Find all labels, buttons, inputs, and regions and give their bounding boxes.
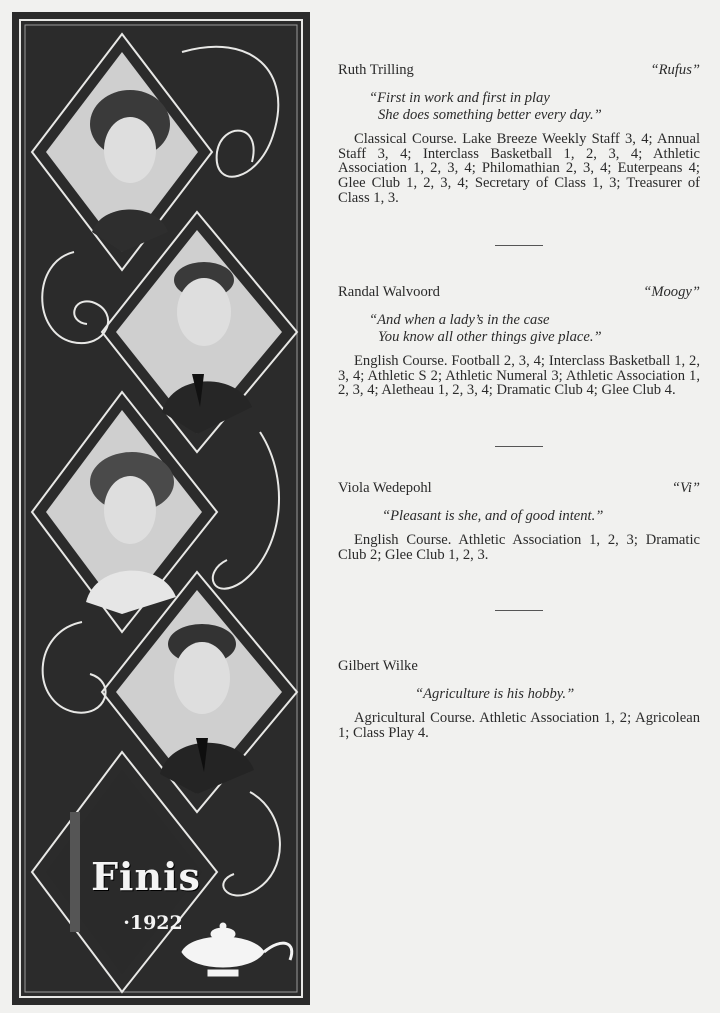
student-quote (338, 686, 700, 703)
student-nickname: “Rufus” (650, 62, 700, 78)
portrait-viola-wedepohl (46, 410, 202, 614)
entry-viola-wedepohl (338, 481, 700, 562)
student-name: Ruth Trilling (338, 62, 414, 78)
student-nickname: “Vi” (671, 480, 700, 496)
portrait-gilbert-wilke (116, 590, 282, 794)
entry-randal-walvoord (338, 285, 700, 398)
student-quote (338, 508, 700, 525)
quote-line: “Agriculture is his hobby.” (415, 686, 575, 702)
quote-line: You know all other things give place.” (378, 329, 602, 345)
student-quote (338, 90, 700, 124)
quote-line: She does something better every day.” (378, 107, 602, 123)
section-divider (495, 610, 543, 611)
student-name: Viola Wedepohl (338, 480, 432, 496)
entry-ruth-trilling (338, 63, 700, 206)
student-name: Randal Walvoord (338, 284, 440, 300)
student-quote (338, 312, 700, 346)
student-record: Classical Course. Lake Breeze Weekly Staff 3, 4; Annual Staff 3, 4; Interclass Basketball 1, 2, 3, 4; Athletic Association 1, 2, 3, 4; Philomathian 2, 3, 4; Euterpeans 4; Glee Club 1, 2, 3, 4; Secretary of Class 1, 3; Treasurer of Class 1, 3. (338, 131, 700, 206)
portrait-randal-walvoord (116, 230, 282, 434)
entry-gilbert-wilke (338, 659, 700, 740)
quote-line: “Pleasant is she, and of good intent.” (382, 508, 604, 524)
section-divider (495, 245, 543, 246)
portrait-ruth-trilling (46, 52, 198, 252)
quote-line: “First in work and first in play (369, 90, 550, 106)
finis-title: Finis (91, 854, 201, 899)
student-nickname: “Moogy” (643, 284, 700, 300)
section-divider (495, 446, 543, 447)
decorative-photo-panel (12, 12, 310, 1005)
student-record: English Course. Football 2, 3, 4; Interclass Basketball 1, 2, 3, 4; Athletic S 2; Athletic Numeral 3; Athletic Association 1, 2, 3, 4; Aletheau 1, 2, 3, 4; Dramatic Club 4; Glee Club 4. (338, 353, 700, 399)
oil-lamp-icon (182, 923, 292, 976)
quote-line: “And when a lady’s in the case (369, 312, 550, 328)
finis-year: ·1922 (123, 912, 183, 934)
student-record: English Course. Athletic Association 1, 2, 3; Dramatic Club 2; Glee Club 1, 2, 3. (338, 532, 700, 563)
student-name: Gilbert Wilke (338, 658, 418, 674)
student-record: Agricultural Course. Athletic Association 1, 2; Agricolean 1; Class Play 4. (338, 710, 700, 741)
